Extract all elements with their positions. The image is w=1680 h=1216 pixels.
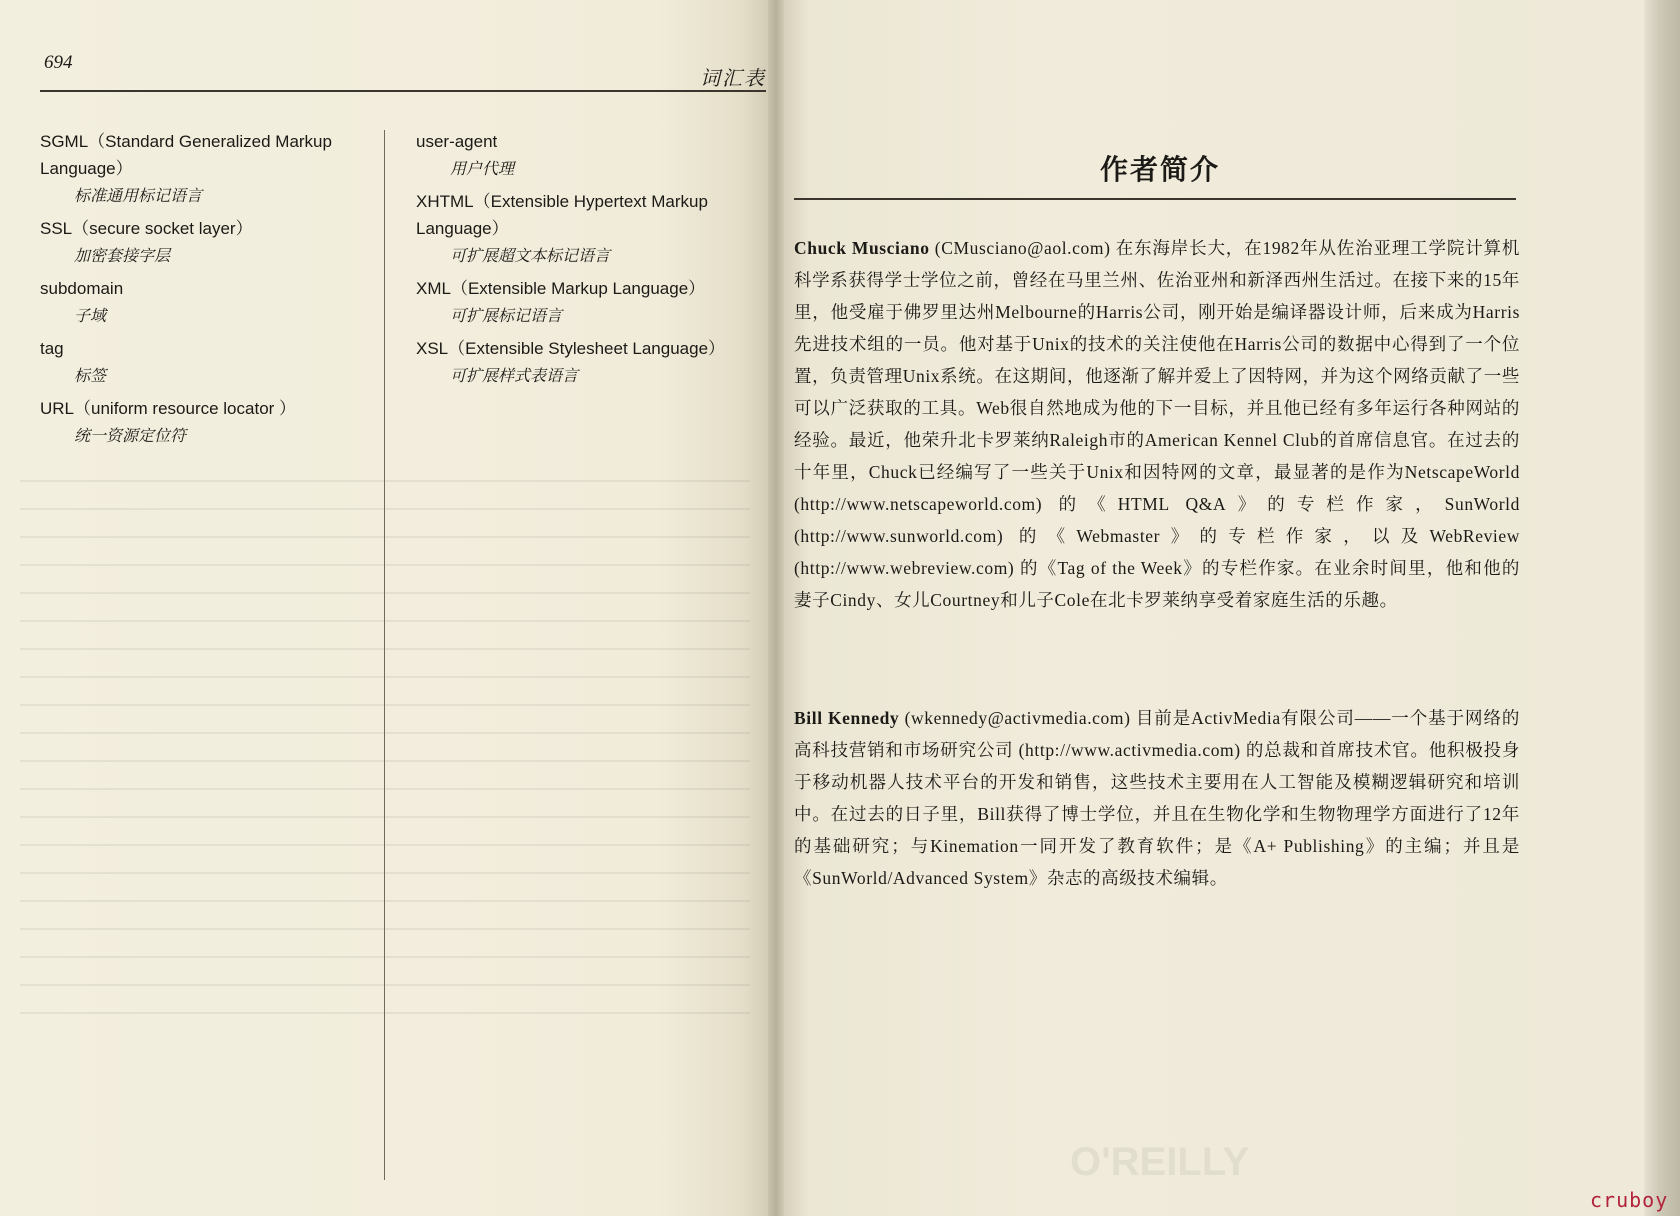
glossary-translation: 用户代理 <box>450 159 515 178</box>
glossary-translation: 可扩展标记语言 <box>450 306 563 325</box>
glossary-translation: 可扩展超文本标记语言 <box>450 246 611 265</box>
section-title: 作者简介 <box>1100 153 1221 186</box>
page-number: 694 <box>44 52 73 73</box>
glossary-column-2 <box>416 128 756 395</box>
glossary-term: XML（Extensible Markup Language） <box>416 279 706 298</box>
header-rule <box>40 90 766 92</box>
show-through-texture <box>20 480 750 1040</box>
book-gutter <box>768 0 784 1216</box>
glossary-entry <box>416 128 756 182</box>
glossary-term: subdomain <box>40 279 124 298</box>
author-bio-chuck <box>794 232 1520 616</box>
scan-watermark: cruboy <box>1590 1188 1669 1212</box>
glossary-entry <box>40 335 380 389</box>
glossary-entry <box>416 335 756 389</box>
glossary-entry <box>40 275 380 329</box>
left-page <box>0 0 774 1216</box>
glossary-entry <box>40 128 380 209</box>
glossary-entry <box>40 215 380 269</box>
glossary-column-1 <box>40 128 380 455</box>
glossary-translation: 统一资源定位符 <box>74 426 187 445</box>
glossary-entry <box>416 275 756 329</box>
glossary-term: user-agent <box>416 132 498 151</box>
running-header-title: 词汇表 <box>700 66 766 90</box>
glossary-term: XHTML（Extensible Hypertext Markup Language） <box>416 192 708 238</box>
column-divider <box>384 130 385 1180</box>
glossary-translation: 标准通用标记语言 <box>74 186 203 205</box>
glossary-term: SGML（Standard Generalized Markup Language） <box>40 132 332 178</box>
glossary-translation: 加密套接字层 <box>74 246 171 265</box>
glossary-translation: 子域 <box>74 306 107 325</box>
glossary-term: SSL（secure socket layer） <box>40 219 253 238</box>
author-name: Chuck Musciano <box>794 238 930 258</box>
title-rule <box>794 198 1516 200</box>
glossary-translation: 可扩展样式表语言 <box>450 366 579 385</box>
author-name: Bill Kennedy <box>794 708 900 728</box>
glossary-entry <box>40 395 380 449</box>
author-bio-text: (CMusciano@aol.com) 在东海岸长大，在1982年从佐治亚理工学院计算机科学系获得学士学位之前，曾经在马里兰州、佐治亚州和新泽西州生活过。在接下来的15年里，他受雇于佛罗里达州Melbourne的Harris公司，刚开始是编译器设计师，后来成为Harris先进技术组的一员。他对基于Unix的技术的关注使他在Harris公司的数据中心得到了一个位置，负责管理Unix系统。在这期间，他逐渐了解并爱上了因特网，并为这个网络贡献了一些可以广泛获取的工具。Web很自然地成为他的下一目标，并且他已经有多年运行各种网站的经验。最近，他荣升北卡罗莱纳Raleigh市的American Kennel Club的首席信息官。在过去的十年里，Chuck已经编写了一些关于Unix和因特网的文章，最显著的是作为NetscapeWorld (http://www.netscapeworld.com) 的《HTML Q&A》的专栏作家，SunWorld (http://www.sunworld.com) 的《Webmaster》的专栏作家，以及WebReview (http://www.webreview.com) 的《Tag of the Week》的专栏作家。在业余时间里，他和他的妻子Cindy、女儿Courtney和儿子Cole在北卡罗莱纳享受着家庭生活的乐趣。 <box>794 238 1520 610</box>
glossary-entry <box>416 188 756 269</box>
author-bio-bill <box>794 702 1520 894</box>
page-edge <box>1644 0 1680 1216</box>
glossary-term: XSL（Extensible Stylesheet Language） <box>416 339 726 358</box>
glossary-term: tag <box>40 339 64 358</box>
author-bio-text: (wkennedy@activmedia.com) 目前是ActivMedia有限公司——一个基于网络的高科技营销和市场研究公司 (http://www.activmedia.com) 的总裁和首席技术官。他积极投身于移动机器人技术平台的开发和销售，这些技术主要用在人工智能及模糊逻辑研究和培训中。在过去的日子里，Bill获得了博士学位，并且在生物化学和生物物理学方面进行了12年的基础研究；与Kinemation一同开发了教育软件；是《A+ Publishing》的主编；并且是《SunWorld/Advanced System》杂志的高级技术编辑。 <box>794 708 1520 888</box>
glossary-term: URL（uniform resource locator ） <box>40 399 297 418</box>
glossary-translation: 标签 <box>74 366 107 385</box>
faint-publisher-logo: O'REILLY <box>1070 1140 1250 1184</box>
